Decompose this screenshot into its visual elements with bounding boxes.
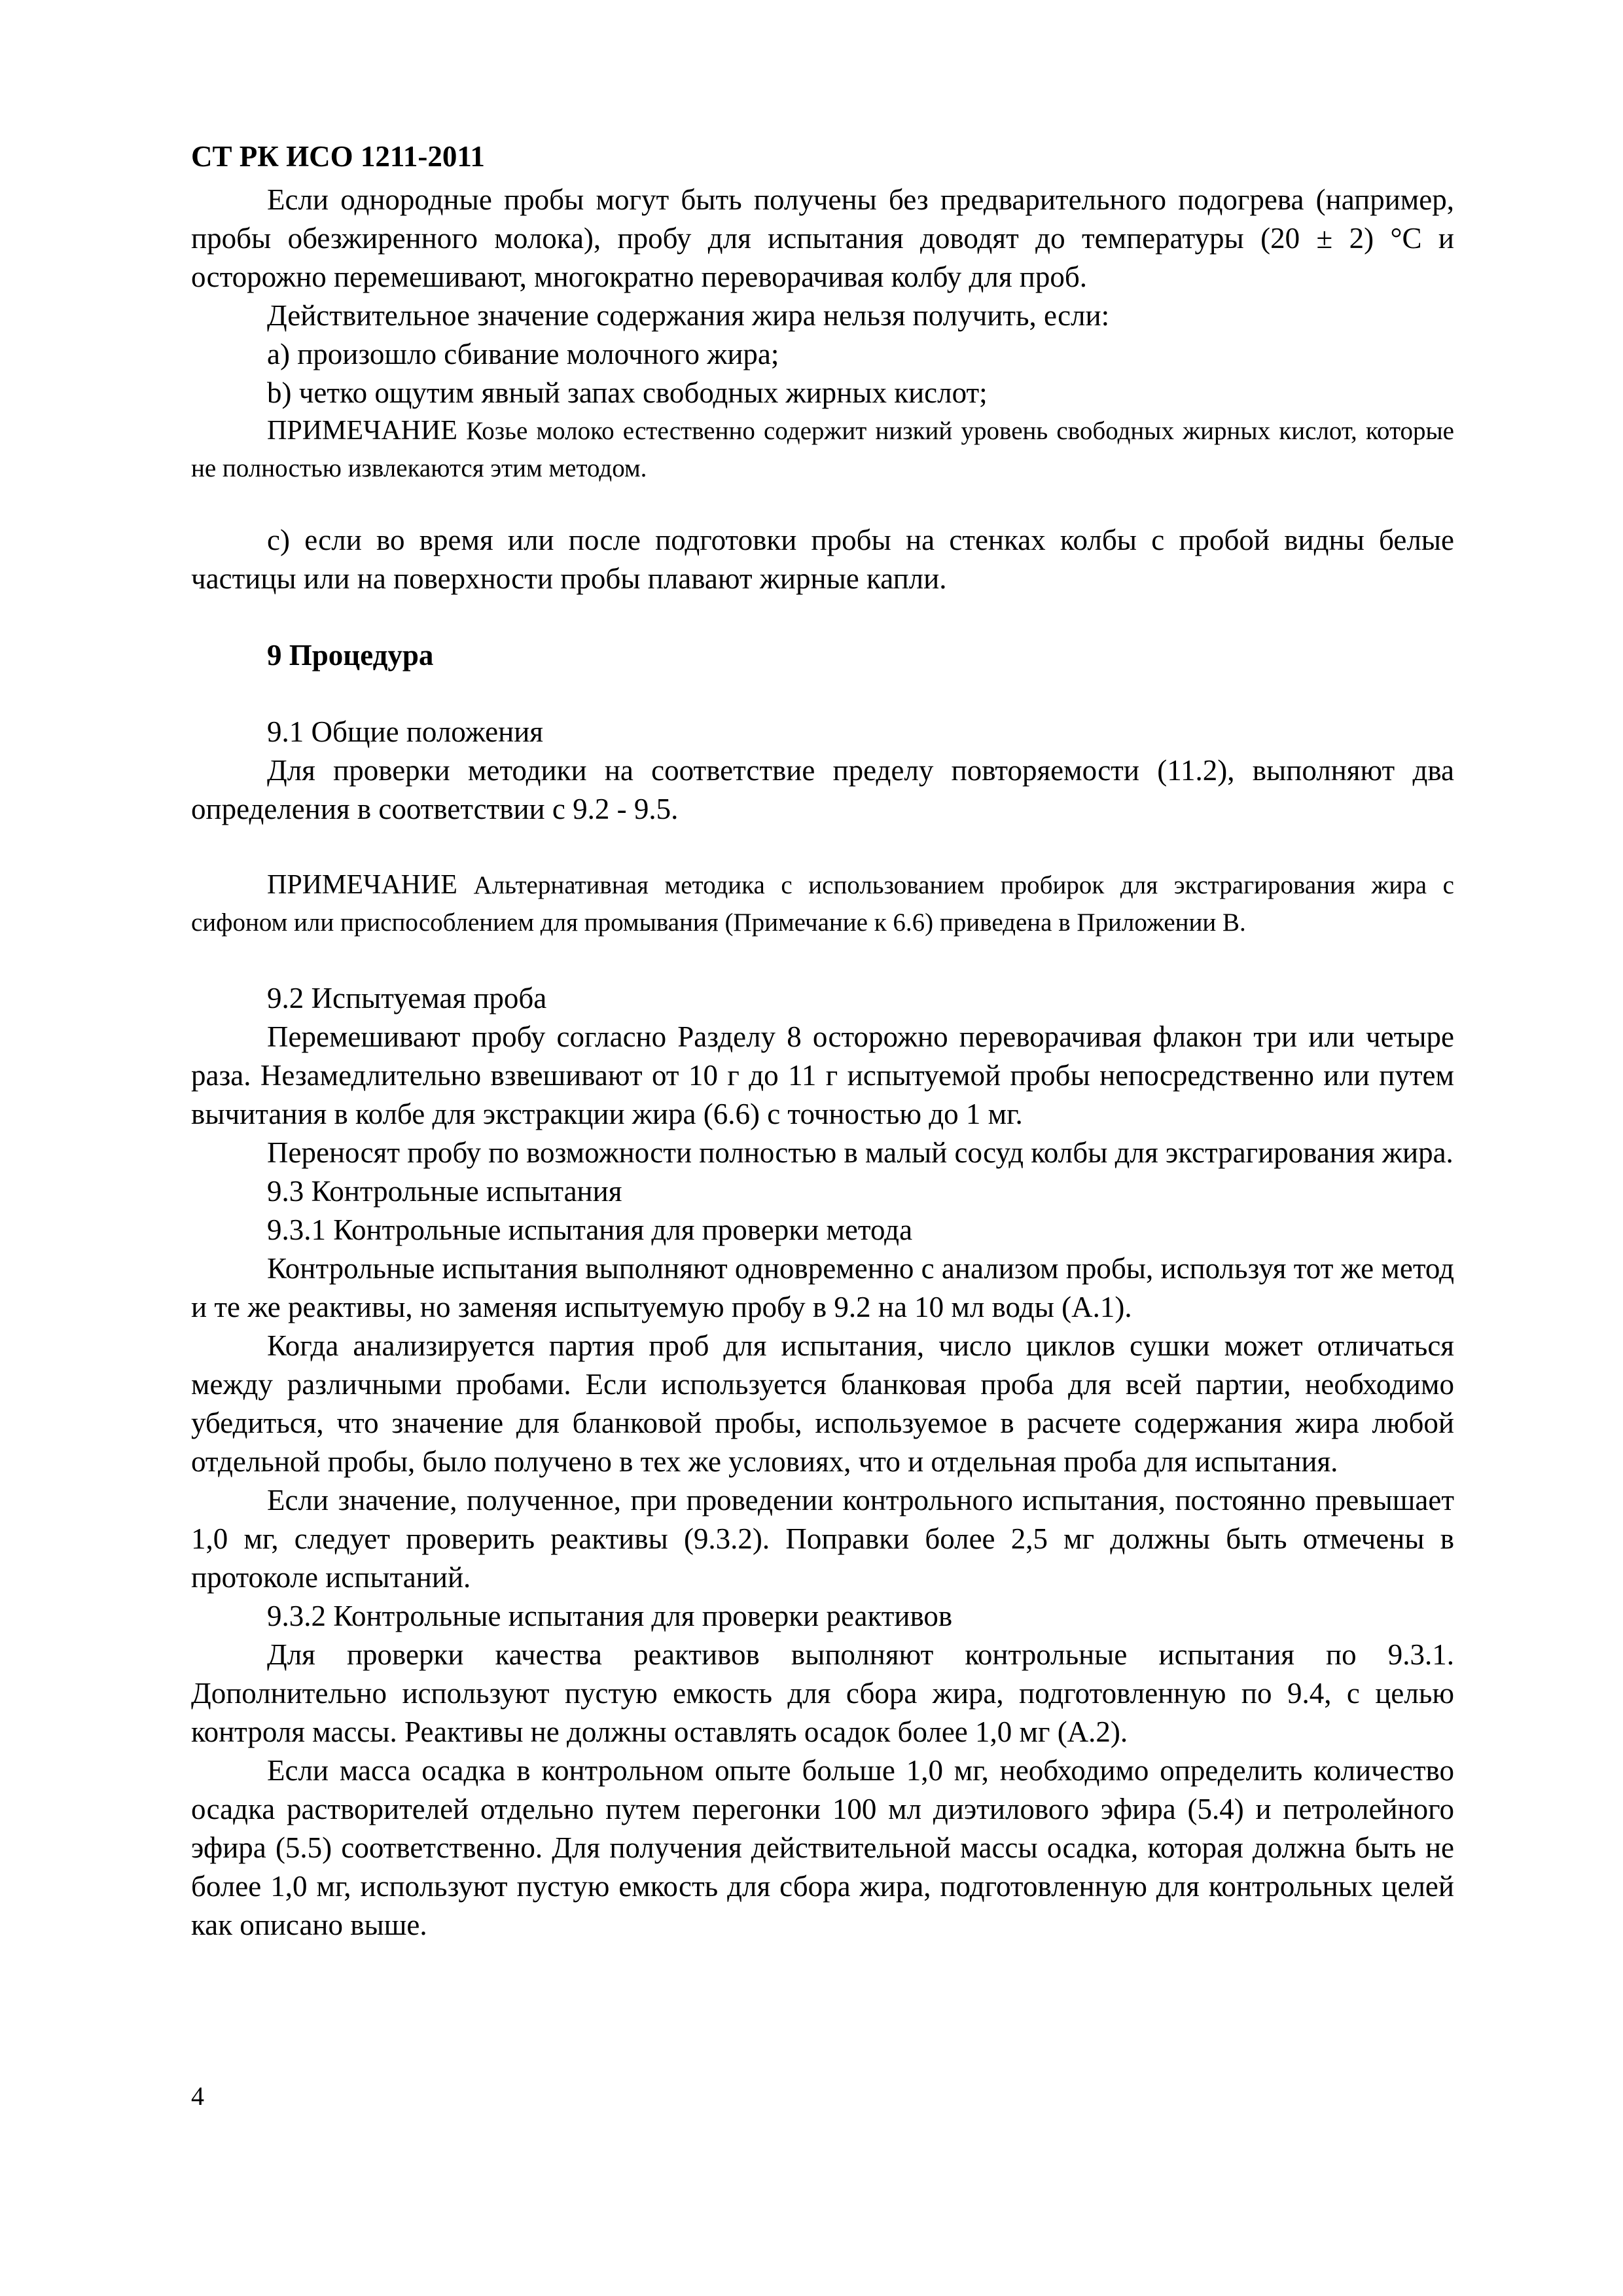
paragraph: Для проверки качества реактивов выполняют контрольные испытания по 9.3.1. Дополнительно используют пустую емкость для сбора жира, подготовленную по 9.4, с целью контроля массы. Реактивы не должны оставлять осадок более 1,0 мг (А.2).	[191, 1638, 1454, 1748]
paragraph: Если значение, полученное, при проведении контрольного испытания, постоянно превышает 1,0 мг, следует проверить реактивы (9.3.2). Поправки более 2,5 мг должны быть отмечены в протоколе испытаний.	[191, 1484, 1454, 1594]
list-item-a: а) произошло сбивание молочного жира;	[267, 338, 779, 370]
paragraph: Для проверки методики на соответствие пределу повторяемости (11.2), выполняют два определения в соответствии с 9.2 - 9.5.	[191, 754, 1454, 825]
note-text: Альтернативная методика с использованием пробирок для экстрагирования жира с сифоном или приспособлением для промывания (Примечание к 6.6) приведена в Приложении В.	[191, 871, 1454, 937]
document-page	[191, 137, 1454, 1945]
document-header: СТ РК ИСО 1211-2011	[191, 140, 485, 173]
note-2	[191, 867, 1454, 941]
subsection-title-9-3-2: 9.3.2 Контрольные испытания для проверки реактивов	[267, 1600, 953, 1632]
paragraph: Контрольные испытания выполняют одновременно с анализом пробы, используя тот же метод и те же реактивы, но заменяя испытуемую пробу в 9.2 на 10 мл воды (А.1).	[191, 1252, 1454, 1323]
note-label: ПРИМЕЧАНИЕ	[267, 416, 457, 446]
note-text: Козье молоко естественно содержит низкий уровень свободных жирных кислот, которые не полностью извлекаются этим методом.	[191, 417, 1454, 482]
paragraph: Перемешивают пробу согласно Разделу 8 осторожно переворачивая флакон три или четыре раза. Незамедлительно взвешивают от 10 г до 11 г испытуемой пробы непосредственно или путем вычитания в колбе для экстракции жира (6.6) с точностью до 1 мг.	[191, 1020, 1454, 1130]
page-number: 4	[191, 2081, 204, 2111]
paragraph: Если однородные пробы могут быть получены без предварительного подогрева (например, пробы обезжиренного молока), пробу для испытания доводят до температуры (20 ± 2) °С и осторожно перемешивают, многократно переворачивая колбу для проб.	[191, 183, 1454, 293]
note-label: ПРИМЕЧАНИЕ	[267, 870, 457, 900]
subsection-title-9-2: 9.2 Испытуемая проба	[267, 982, 547, 1014]
paragraph: Переносят пробу по возможности полностью в малый сосуд колбы для экстрагирования жира.	[267, 1136, 1454, 1169]
subsection-title-9-1: 9.1 Общие положения	[267, 715, 544, 748]
list-item-b: b) четко ощутим явный запах свободных жирных кислот;	[267, 376, 988, 409]
paragraph: Когда анализируется партия проб для испытания, число циклов сушки может отличаться между различными пробами. Если используется бланковая проба для всей партии, необходимо убедиться, что значение для бланковой пробы, используемое в расчете содержания жира любой отдельной пробы, было получено в тех же условиях, что и отдельная проба для испытания.	[191, 1329, 1454, 1478]
note-1	[191, 412, 1454, 487]
subsection-title-9-3-1: 9.3.1 Контрольные испытания для проверки метода	[267, 1213, 913, 1246]
subsection-title-9-3: 9.3 Контрольные испытания	[267, 1175, 622, 1208]
paragraph: Если масса осадка в контрольном опыте больше 1,0 мг, необходимо определить количество осадка растворителей отдельно путем перегонки 100 мл диэтилового эфира (5.4) и петролейного эфира (5.5) соответственно. Для получения действительной массы осадка, которая должна быть не более 1,0 мг, используют пустую емкость для сбора жира, подготовленную для контрольных целей как описано выше.	[191, 1754, 1454, 1941]
paragraph: Действительное значение содержания жира нельзя получить, если:	[267, 299, 1110, 332]
list-item-c: с) если во время или после подготовки пробы на стенках колбы с пробой видны белые частицы или на поверхности пробы плавают жирные капли.	[191, 524, 1454, 595]
section-heading-9: 9 Процедура	[267, 639, 434, 672]
